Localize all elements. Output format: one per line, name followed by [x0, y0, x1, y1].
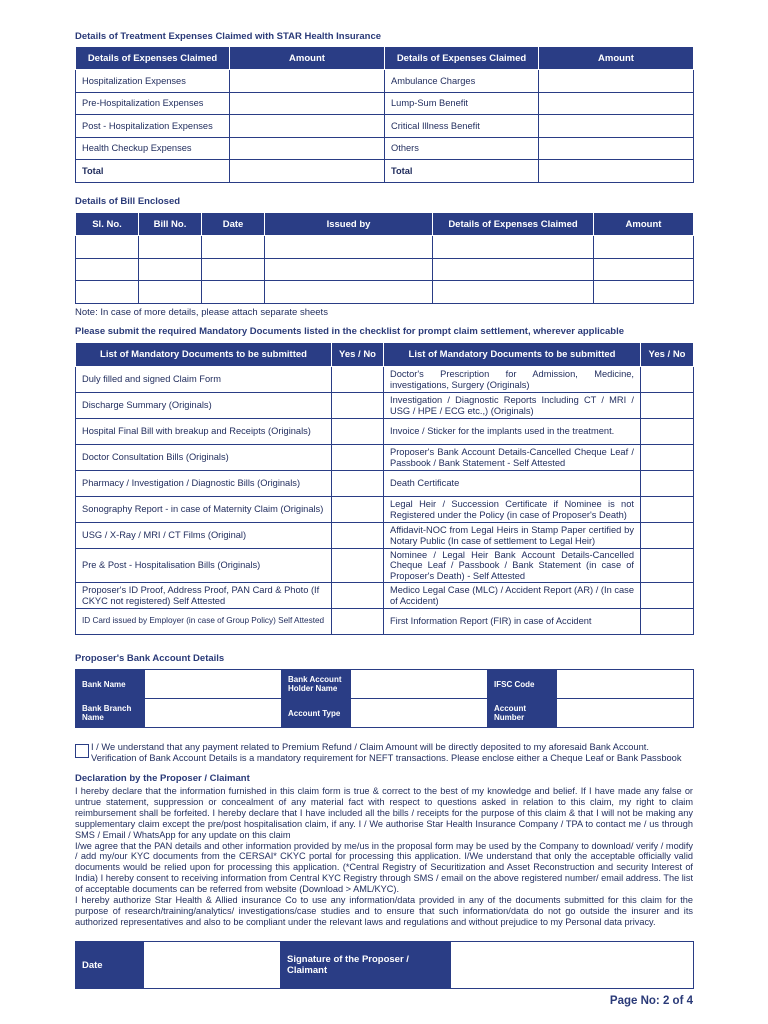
table-row [76, 699, 694, 728]
bills-table [75, 212, 694, 304]
table-row [76, 367, 694, 393]
table-row [76, 942, 694, 989]
amount-field[interactable] [230, 92, 385, 115]
holder-name-field[interactable] [351, 670, 488, 699]
cell-field[interactable] [265, 258, 433, 281]
account-number-field[interactable] [557, 699, 694, 728]
mandatory-documents-table [75, 342, 694, 635]
yes-no-field[interactable] [332, 523, 384, 549]
expense-label: Health Checkup Expenses [76, 137, 230, 160]
account-type-label: Account Type [282, 699, 351, 728]
document-label: Duly filled and signed Claim Form [76, 367, 332, 393]
col-header: Amount [594, 213, 694, 236]
declaration-paragraph: I hereby declare that the information furnished in this claim form is true & correct to the best of my knowledge and belief. If I have made any false or untrue statement, suppression or concealment of any material fact with respect to questions asked in relation to this claim, my right to claim reimbursement shall be forfeited. I hereby declare that I have included all the bills / receipts for the purpose of this claim & that I will not be making any supplementary claim except the pre/post hospitalisation claim, if any. I / We authorise Star Health Insurance Company / TPA to contact me / us through SMS / Email / WhatsApp for any update on this claim [75, 786, 693, 840]
yes-no-field[interactable] [641, 549, 694, 583]
bank-details-table [75, 669, 694, 728]
cell-field[interactable] [76, 258, 139, 281]
document-label: Discharge Summary (Originals) [76, 393, 332, 419]
page-number: Page No: 2 of 4 [609, 995, 693, 1007]
branch-label: Bank Branch Name [76, 699, 145, 728]
yes-no-field[interactable] [641, 445, 694, 471]
amount-field[interactable] [539, 115, 694, 138]
signature-field[interactable] [451, 942, 694, 989]
cell-field[interactable] [76, 281, 139, 304]
branch-field[interactable] [145, 699, 282, 728]
yes-no-field[interactable] [332, 367, 384, 393]
holder-name-label: Bank Account Holder Name [282, 670, 351, 699]
document-label: Affidavit-NOC from Legal Heirs in Stamp Paper certified by Notary Public (In case of settlement to Legal Heir) [384, 523, 641, 549]
cell-field[interactable] [265, 281, 433, 304]
document-label: Nominee / Legal Heir Bank Account Details-Cancelled Cheque Leaf / Passbook / Bank Statement (in case of Proposer's Death) - Self Attested [384, 549, 641, 583]
table-row [76, 419, 694, 445]
yes-no-field[interactable] [641, 471, 694, 497]
cell-field[interactable] [433, 236, 594, 259]
declaration-paragraph: I/we agree that the PAN details and other information provided by me/us in the proposal form may be used by the Company to download/ verify / modify / add my/our KYC documents from the CERSAI* CKYC portal for processing this application. I/We understand that only the acceptable officially valid documents would be relied upon for processing this application. (*Central Registry of Securitization and Asset Reconstruction and security Interest of India) I hereby consent to receiving information from Central KYC Registry through SMS / email on the above registered number/ email address. The list of acceptable documents can be referred from website (Download > AML/KYC). [75, 840, 693, 895]
amount-field[interactable] [539, 70, 694, 93]
yes-no-field[interactable] [332, 583, 384, 609]
table-row [76, 471, 694, 497]
amount-field[interactable] [539, 137, 694, 160]
cell-field[interactable] [139, 236, 202, 259]
cell-field[interactable] [594, 258, 694, 281]
date-label: Date [76, 942, 144, 989]
document-label: Doctor Consultation Bills (Originals) [76, 445, 332, 471]
yes-no-field[interactable] [332, 445, 384, 471]
declaration-title: Declaration by the Proposer / Claimant [75, 773, 250, 784]
table-row [76, 115, 694, 138]
treatment-section-title: Details of Treatment Expenses Claimed with STAR Health Insurance [75, 31, 382, 42]
table-row [76, 393, 694, 419]
table-row [76, 549, 694, 583]
col-header: Bill No. [139, 213, 202, 236]
cell-field[interactable] [202, 281, 265, 304]
signature-label: Signature of the Proposer / Claimant [281, 942, 451, 989]
total-label: Total [385, 160, 539, 183]
yes-no-field[interactable] [332, 609, 384, 635]
document-label: First Information Report (FIR) in case of Accident [384, 609, 641, 635]
ifsc-field[interactable] [557, 670, 694, 699]
table-row [76, 670, 694, 699]
total-amount-field[interactable] [539, 160, 694, 183]
table-row [76, 497, 694, 523]
declaration-paragraph: I hereby authorize Star Health & Allied insurance Co to use any information/data provided in any of the documents submitted for this claim for the purpose of research/training/analytics/ investigations/case studies and to ensure that such information/data do not go outside the insurer and its authorized representatives and also to be compliant under the relevant laws and regulations and without prejudice to my Personal data privacy. [75, 895, 693, 927]
expense-label: Others [385, 137, 539, 160]
table-row [76, 137, 694, 160]
date-field[interactable] [144, 942, 281, 989]
expense-label: Lump-Sum Benefit [385, 92, 539, 115]
col-header: Amount [230, 47, 385, 70]
cell-field[interactable] [202, 236, 265, 259]
yes-no-field[interactable] [641, 497, 694, 523]
total-amount-field[interactable] [230, 160, 385, 183]
document-label: ID Card issued by Employer (in case of Group Policy) Self Attested [76, 609, 332, 635]
bank-name-label: Bank Name [76, 670, 145, 699]
yes-no-field[interactable] [332, 471, 384, 497]
consent-line-2: Verification of Bank Account Details is a mandatory requirement for NEFT transactions. Please enclose either a Cheque Leaf or Bank Passbook [91, 753, 682, 763]
cell-field[interactable] [76, 236, 139, 259]
document-label: Invoice / Sticker for the implants used in the treatment. [384, 419, 641, 445]
document-label: Medico Legal Case (MLC) / Accident Report (AR) / (In case of Accident) [384, 583, 641, 609]
account-number-label: Account Number [488, 699, 557, 728]
mandatory-section-title: Please submit the required Mandatory Documents listed in the checklist for prompt claim settlement, wherever applicable [75, 326, 625, 337]
yes-no-field[interactable] [641, 523, 694, 549]
document-label: Legal Heir / Succession Certificate if Nominee is not Registered under the Policy (in case of Proposer's Death) [384, 497, 641, 523]
bank-consent [75, 742, 695, 764]
amount-field[interactable] [230, 70, 385, 93]
yes-no-field[interactable] [641, 419, 694, 445]
bank-name-field[interactable] [145, 670, 282, 699]
cell-field[interactable] [139, 281, 202, 304]
expense-label: Ambulance Charges [385, 70, 539, 93]
amount-field[interactable] [539, 92, 694, 115]
account-type-field[interactable] [351, 699, 488, 728]
table-row [76, 609, 694, 635]
expense-label: Pre-Hospitalization Expenses [76, 92, 230, 115]
bills-note: Note: In case of more details, please attach separate sheets [75, 307, 328, 318]
col-header: Issued by [265, 213, 433, 236]
col-header: List of Mandatory Documents to be submitted [384, 343, 641, 367]
document-label: Doctor's Prescription for Admission, Medicine, investigations, Surgery (Originals) [384, 367, 641, 393]
col-header: Yes / No [332, 343, 384, 367]
table-row [76, 160, 694, 183]
yes-no-field[interactable] [332, 497, 384, 523]
table-row [76, 236, 694, 259]
table-row [76, 281, 694, 304]
amount-field[interactable] [230, 137, 385, 160]
yes-no-field[interactable] [641, 393, 694, 419]
document-label: Pre & Post - Hospitalisation Bills (Originals) [76, 549, 332, 583]
declaration-text [75, 786, 693, 928]
document-label: Pharmacy / Investigation / Diagnostic Bills (Originals) [76, 471, 332, 497]
expense-label: Hospitalization Expenses [76, 70, 230, 93]
yes-no-field[interactable] [332, 549, 384, 583]
col-header: Details of Expenses Claimed [385, 47, 539, 70]
col-header: Details of Expenses Claimed [76, 47, 230, 70]
document-label: Hospital Final Bill with breakup and Receipts (Originals) [76, 419, 332, 445]
yes-no-field[interactable] [641, 609, 694, 635]
table-row [76, 258, 694, 281]
cell-field[interactable] [202, 258, 265, 281]
col-header: Amount [539, 47, 694, 70]
table-row [76, 70, 694, 93]
signature-table [75, 941, 694, 989]
col-header: Sl. No. [76, 213, 139, 236]
document-label: Investigation / Diagnostic Reports Including CT / MRI / USG / HPE / ECG etc.,) (Originals) [384, 393, 641, 419]
cell-field[interactable] [594, 281, 694, 304]
yes-no-field[interactable] [332, 393, 384, 419]
expense-label: Post - Hospitalization Expenses [76, 115, 230, 138]
consent-line-1: I / We understand that any payment related to Premium Refund / Claim Amount will be directly deposited to my aforesaid Bank Account. [91, 742, 649, 752]
consent-checkbox[interactable] [75, 744, 89, 758]
table-row [76, 583, 694, 609]
cell-field[interactable] [433, 258, 594, 281]
cell-field[interactable] [139, 258, 202, 281]
yes-no-field[interactable] [332, 419, 384, 445]
col-header: List of Mandatory Documents to be submitted [76, 343, 332, 367]
table-row [76, 523, 694, 549]
col-header: Date [202, 213, 265, 236]
col-header: Yes / No [641, 343, 694, 367]
cell-field[interactable] [433, 281, 594, 304]
yes-no-field[interactable] [641, 583, 694, 609]
document-label: Sonography Report - in case of Maternity Claim (Originals) [76, 497, 332, 523]
total-label: Total [76, 160, 230, 183]
document-label: Proposer's Bank Account Details-Cancelled Cheque Leaf / Passbook / Bank Statement - Self Attested [384, 445, 641, 471]
expense-label: Critical Illness Benefit [385, 115, 539, 138]
table-row [76, 92, 694, 115]
cell-field[interactable] [265, 236, 433, 259]
bills-section-title: Details of Bill Enclosed [75, 196, 181, 207]
document-label: Proposer's ID Proof, Address Proof, PAN Card & Photo (If CKYC not registered) Self Attested [76, 583, 332, 609]
bank-section-title: Proposer's Bank Account Details [75, 653, 225, 664]
document-label: Death Certificate [384, 471, 641, 497]
document-label: USG / X-Ray / MRI / CT Films (Original) [76, 523, 332, 549]
amount-field[interactable] [230, 115, 385, 138]
table-row [76, 445, 694, 471]
cell-field[interactable] [594, 236, 694, 259]
col-header: Details of Expenses Claimed [433, 213, 594, 236]
treatment-expenses-table [75, 46, 694, 183]
ifsc-label: IFSC Code [488, 670, 557, 699]
yes-no-field[interactable] [641, 367, 694, 393]
